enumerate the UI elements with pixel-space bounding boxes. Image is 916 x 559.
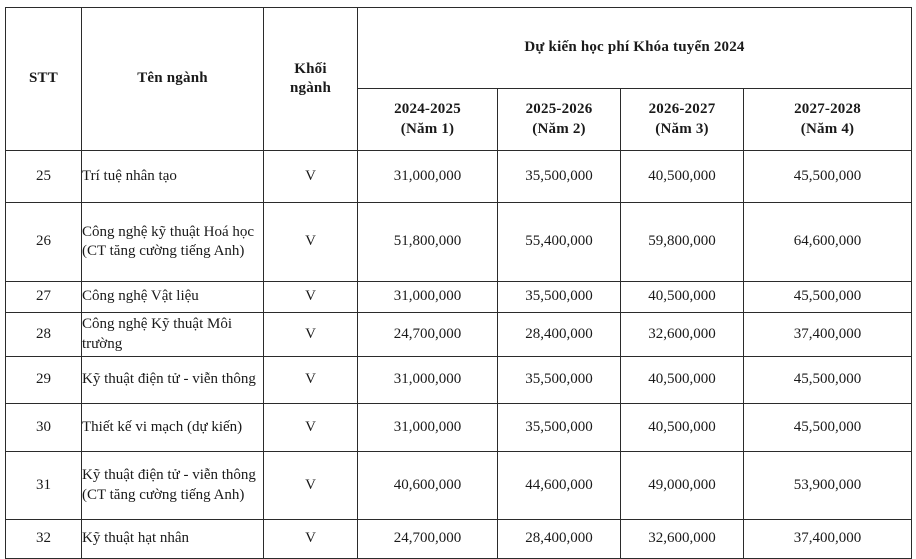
cell-stt: 32 xyxy=(6,520,82,559)
cell-year-1: 51,800,000 xyxy=(358,203,498,282)
cell-stt: 27 xyxy=(6,282,82,313)
cell-year-1: 40,600,000 xyxy=(358,452,498,520)
cell-year-4: 45,500,000 xyxy=(744,151,912,203)
cell-year-4: 45,500,000 xyxy=(744,357,912,404)
cell-block: V xyxy=(264,452,358,520)
cell-year-1: 24,700,000 xyxy=(358,313,498,357)
table-row xyxy=(6,452,912,520)
cell-year-3: 59,800,000 xyxy=(621,203,744,282)
cell-year-3: 32,600,000 xyxy=(621,313,744,357)
cell-year-2: 35,500,000 xyxy=(498,404,621,452)
cell-year-3: 40,500,000 xyxy=(621,151,744,203)
cell-block: V xyxy=(264,357,358,404)
cell-year-2: 44,600,000 xyxy=(498,452,621,520)
tuition-fee-table xyxy=(5,7,912,559)
column-header-block-line1: Khối xyxy=(294,60,327,77)
cell-year-1: 31,000,000 xyxy=(358,357,498,404)
year-2-range: 2025-2026 xyxy=(525,101,593,118)
cell-year-2: 35,500,000 xyxy=(498,357,621,404)
cell-year-1: 31,000,000 xyxy=(358,151,498,203)
cell-year-2: 28,400,000 xyxy=(498,520,621,559)
year-3-range: 2026-2027 xyxy=(648,101,716,118)
cell-year-3: 32,600,000 xyxy=(621,520,744,559)
cell-year-4: 64,600,000 xyxy=(744,203,912,282)
year-4-range: 2027-2028 xyxy=(794,101,861,118)
cell-name: Trí tuệ nhân tạo xyxy=(82,151,264,203)
column-header-fee-group: Dự kiến học phí Khóa tuyển 2024 xyxy=(358,8,912,89)
cell-year-4: 37,400,000 xyxy=(744,520,912,559)
cell-year-2: 35,500,000 xyxy=(498,151,621,203)
cell-stt: 28 xyxy=(6,313,82,357)
cell-name: Thiết kế vi mạch (dự kiến) xyxy=(82,404,264,452)
year-4-label: (Năm 4) xyxy=(800,120,855,137)
cell-block: V xyxy=(264,404,358,452)
header-row-top xyxy=(6,8,912,89)
table-row xyxy=(6,357,912,404)
cell-block: V xyxy=(264,203,358,282)
cell-stt: 29 xyxy=(6,357,82,404)
column-header-stt: STT xyxy=(6,8,82,151)
cell-block: V xyxy=(264,313,358,357)
table-header xyxy=(6,8,912,151)
cell-stt: 25 xyxy=(6,151,82,203)
cell-year-1: 31,000,000 xyxy=(358,404,498,452)
cell-year-3: 49,000,000 xyxy=(621,452,744,520)
table-row xyxy=(6,404,912,452)
cell-stt: 30 xyxy=(6,404,82,452)
cell-year-4: 53,900,000 xyxy=(744,452,912,520)
column-header-name: Tên ngành xyxy=(82,8,264,151)
table-row xyxy=(6,313,912,357)
year-1-label: (Năm 1) xyxy=(400,120,455,137)
column-header-block-line2: ngành xyxy=(289,80,332,96)
cell-year-3: 40,500,000 xyxy=(621,357,744,404)
cell-year-4: 45,500,000 xyxy=(744,282,912,313)
cell-block: V xyxy=(264,282,358,313)
cell-name: Kỹ thuật điện tử - viễn thông xyxy=(82,357,264,404)
cell-year-3: 40,500,000 xyxy=(621,282,744,313)
cell-name: Công nghệ Kỹ thuật Môi trường xyxy=(82,313,264,357)
cell-year-1: 31,000,000 xyxy=(358,282,498,313)
cell-year-2: 55,400,000 xyxy=(498,203,621,282)
cell-stt: 31 xyxy=(6,452,82,520)
table-row xyxy=(6,282,912,313)
cell-year-3: 40,500,000 xyxy=(621,404,744,452)
cell-year-2: 28,400,000 xyxy=(498,313,621,357)
cell-name: Kỹ thuật hạt nhân xyxy=(82,520,264,559)
year-1-range: 2024-2025 xyxy=(394,101,461,118)
column-header-year-2 xyxy=(498,89,621,151)
column-header-block xyxy=(264,8,358,151)
cell-name: Công nghệ kỹ thuật Hoá học (CT tăng cường tiếng Anh) xyxy=(82,203,264,282)
cell-year-1: 24,700,000 xyxy=(358,520,498,559)
cell-stt: 26 xyxy=(6,203,82,282)
cell-name: Công nghệ Vật liệu xyxy=(82,282,264,313)
column-header-year-1 xyxy=(358,89,498,151)
cell-year-4: 37,400,000 xyxy=(744,313,912,357)
table-row xyxy=(6,151,912,203)
column-header-year-4 xyxy=(744,89,912,151)
table-row xyxy=(6,520,912,559)
column-header-year-3 xyxy=(621,89,744,151)
cell-block: V xyxy=(264,520,358,559)
cell-block: V xyxy=(264,151,358,203)
cell-name: Kỹ thuật điện tử - viễn thông (CT tăng cường tiếng Anh) xyxy=(82,452,264,520)
year-2-label: (Năm 2) xyxy=(532,120,586,137)
cell-year-4: 45,500,000 xyxy=(744,404,912,452)
cell-year-2: 35,500,000 xyxy=(498,282,621,313)
year-3-label: (Năm 3) xyxy=(655,120,709,137)
table-body xyxy=(6,151,912,559)
table-row xyxy=(6,203,912,282)
